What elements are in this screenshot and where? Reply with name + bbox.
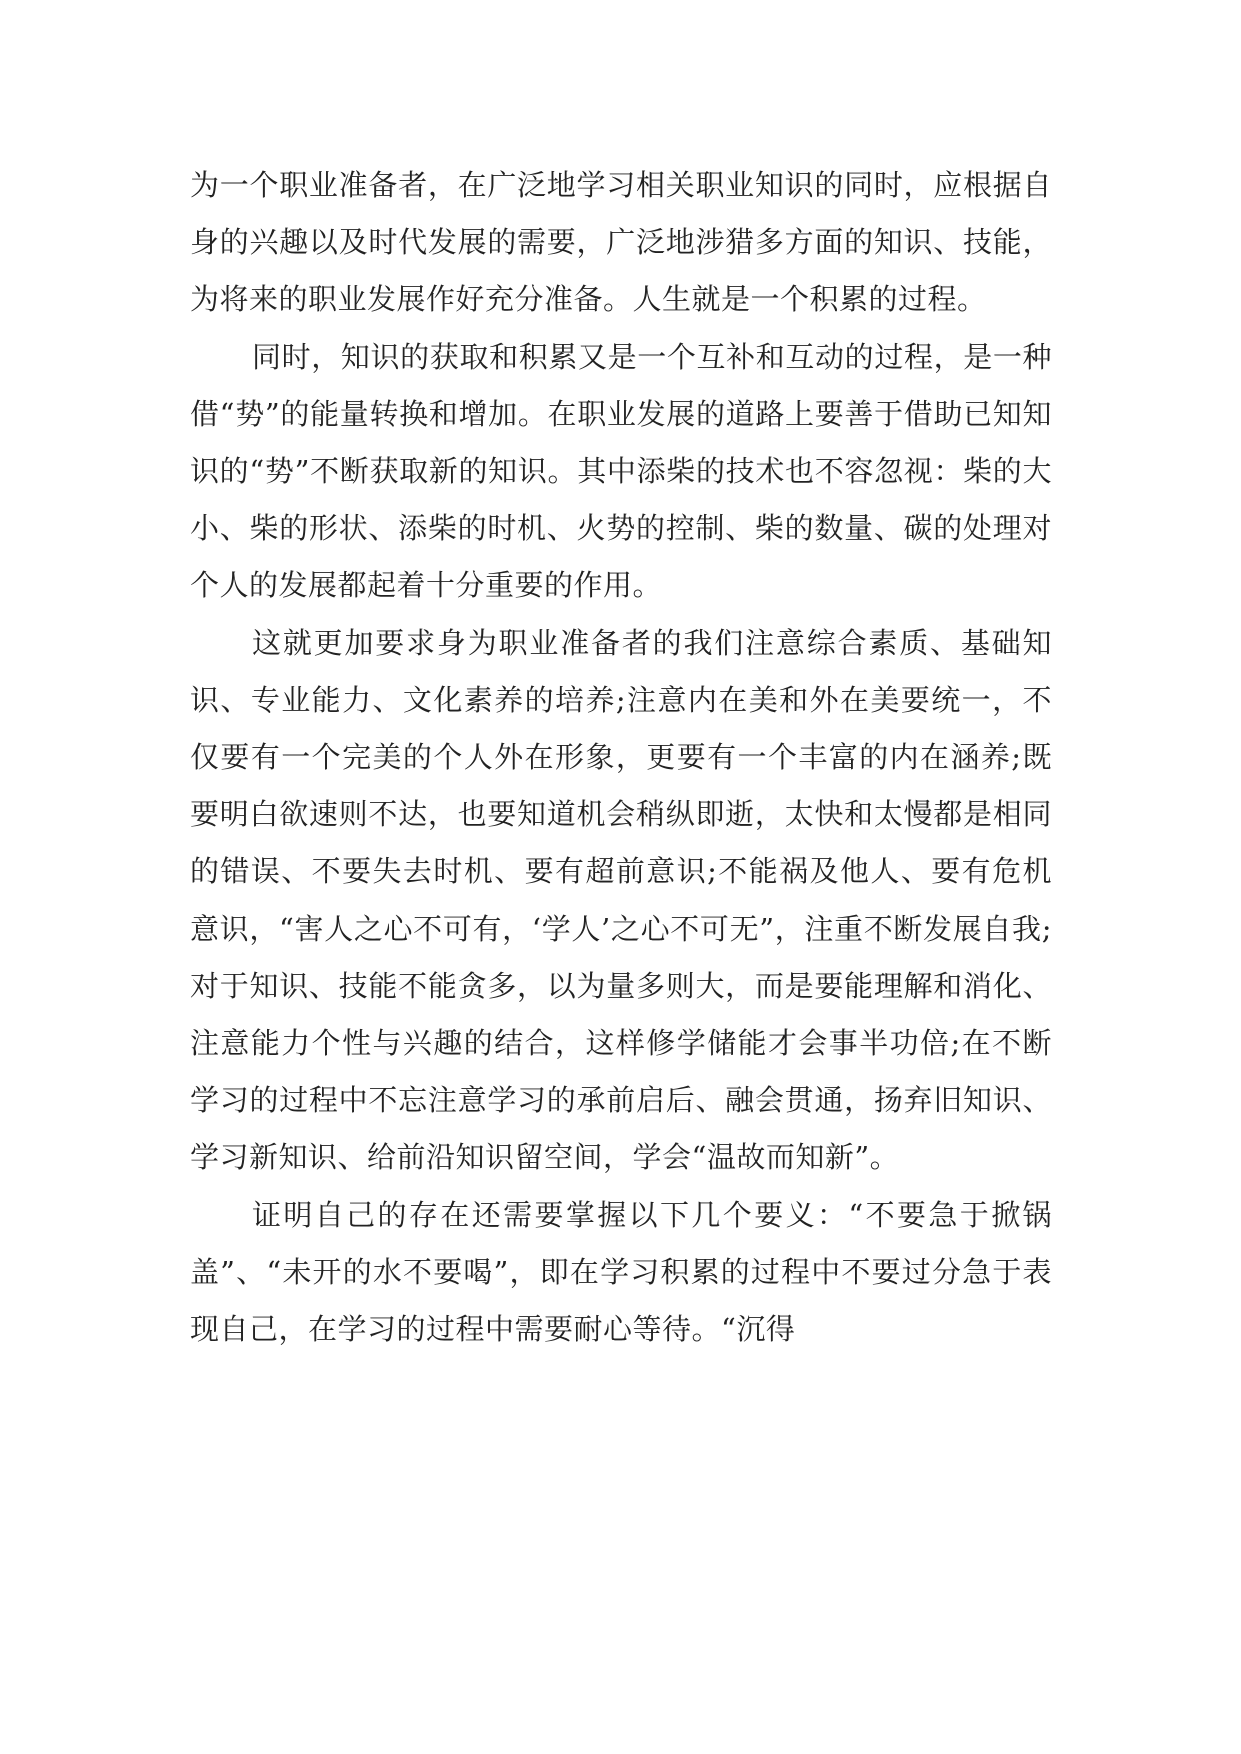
paragraph-1: 为一个职业准备者，在广泛地学习相关职业知识的同时，应根据自身的兴趣以及时代发展的需要，广泛地涉猎多方面的知识、技能，为将来的职业发展作好充分准备。人生就是一个积累的过程。	[190, 168, 1052, 317]
paragraph-4: 证明自己的存在还需要掌握以下几个要义：“不要急于掀锅盖”、“未开的水不要喝”，即在学习积累的过程中不要过分急于表现自己，在学习的过程中需要耐心等待。“沉得	[190, 1197, 1052, 1347]
document-body	[190, 157, 1052, 1358]
paragraph-2: 同时，知识的获取和积累又是一个互补和互动的过程，是一种借“势”的能量转换和增加。在职业发展的道路上要善于借助已知知识的“势”不断获取新的知识。其中添柴的技术也不容忽视：柴的大小、柴的形状、添柴的时机、火势的控制、柴的数量、碳的处理对个人的发展都起着十分重要的作用。	[190, 339, 1052, 603]
paragraph-3: 这就更加要求身为职业准备者的我们注意综合素质、基础知识、专业能力、文化素养的培养;注意内在美和外在美要统一，不仅要有一个完美的个人外在形象，更要有一个丰富的内在涵养;既要明白欲速则不达，也要知道机会稍纵即逝，太快和太慢都是相同的错误、不要失去时机、要有超前意识;不能祸及他人、要有危机意识，“害人之心不可有，‘学人’之心不可无”，注重不断发展自我;对于知识、技能不能贪多，以为量多则大，而是要能理解和消化、注意能力个性与兴趣的结合，这样修学储能才会事半功倍;在不断学习的过程中不忘注意学习的承前启后、融会贯通，扬弃旧知识、学习新知识、给前沿知识留空间，学会“温故而知新”。	[190, 625, 1052, 1175]
